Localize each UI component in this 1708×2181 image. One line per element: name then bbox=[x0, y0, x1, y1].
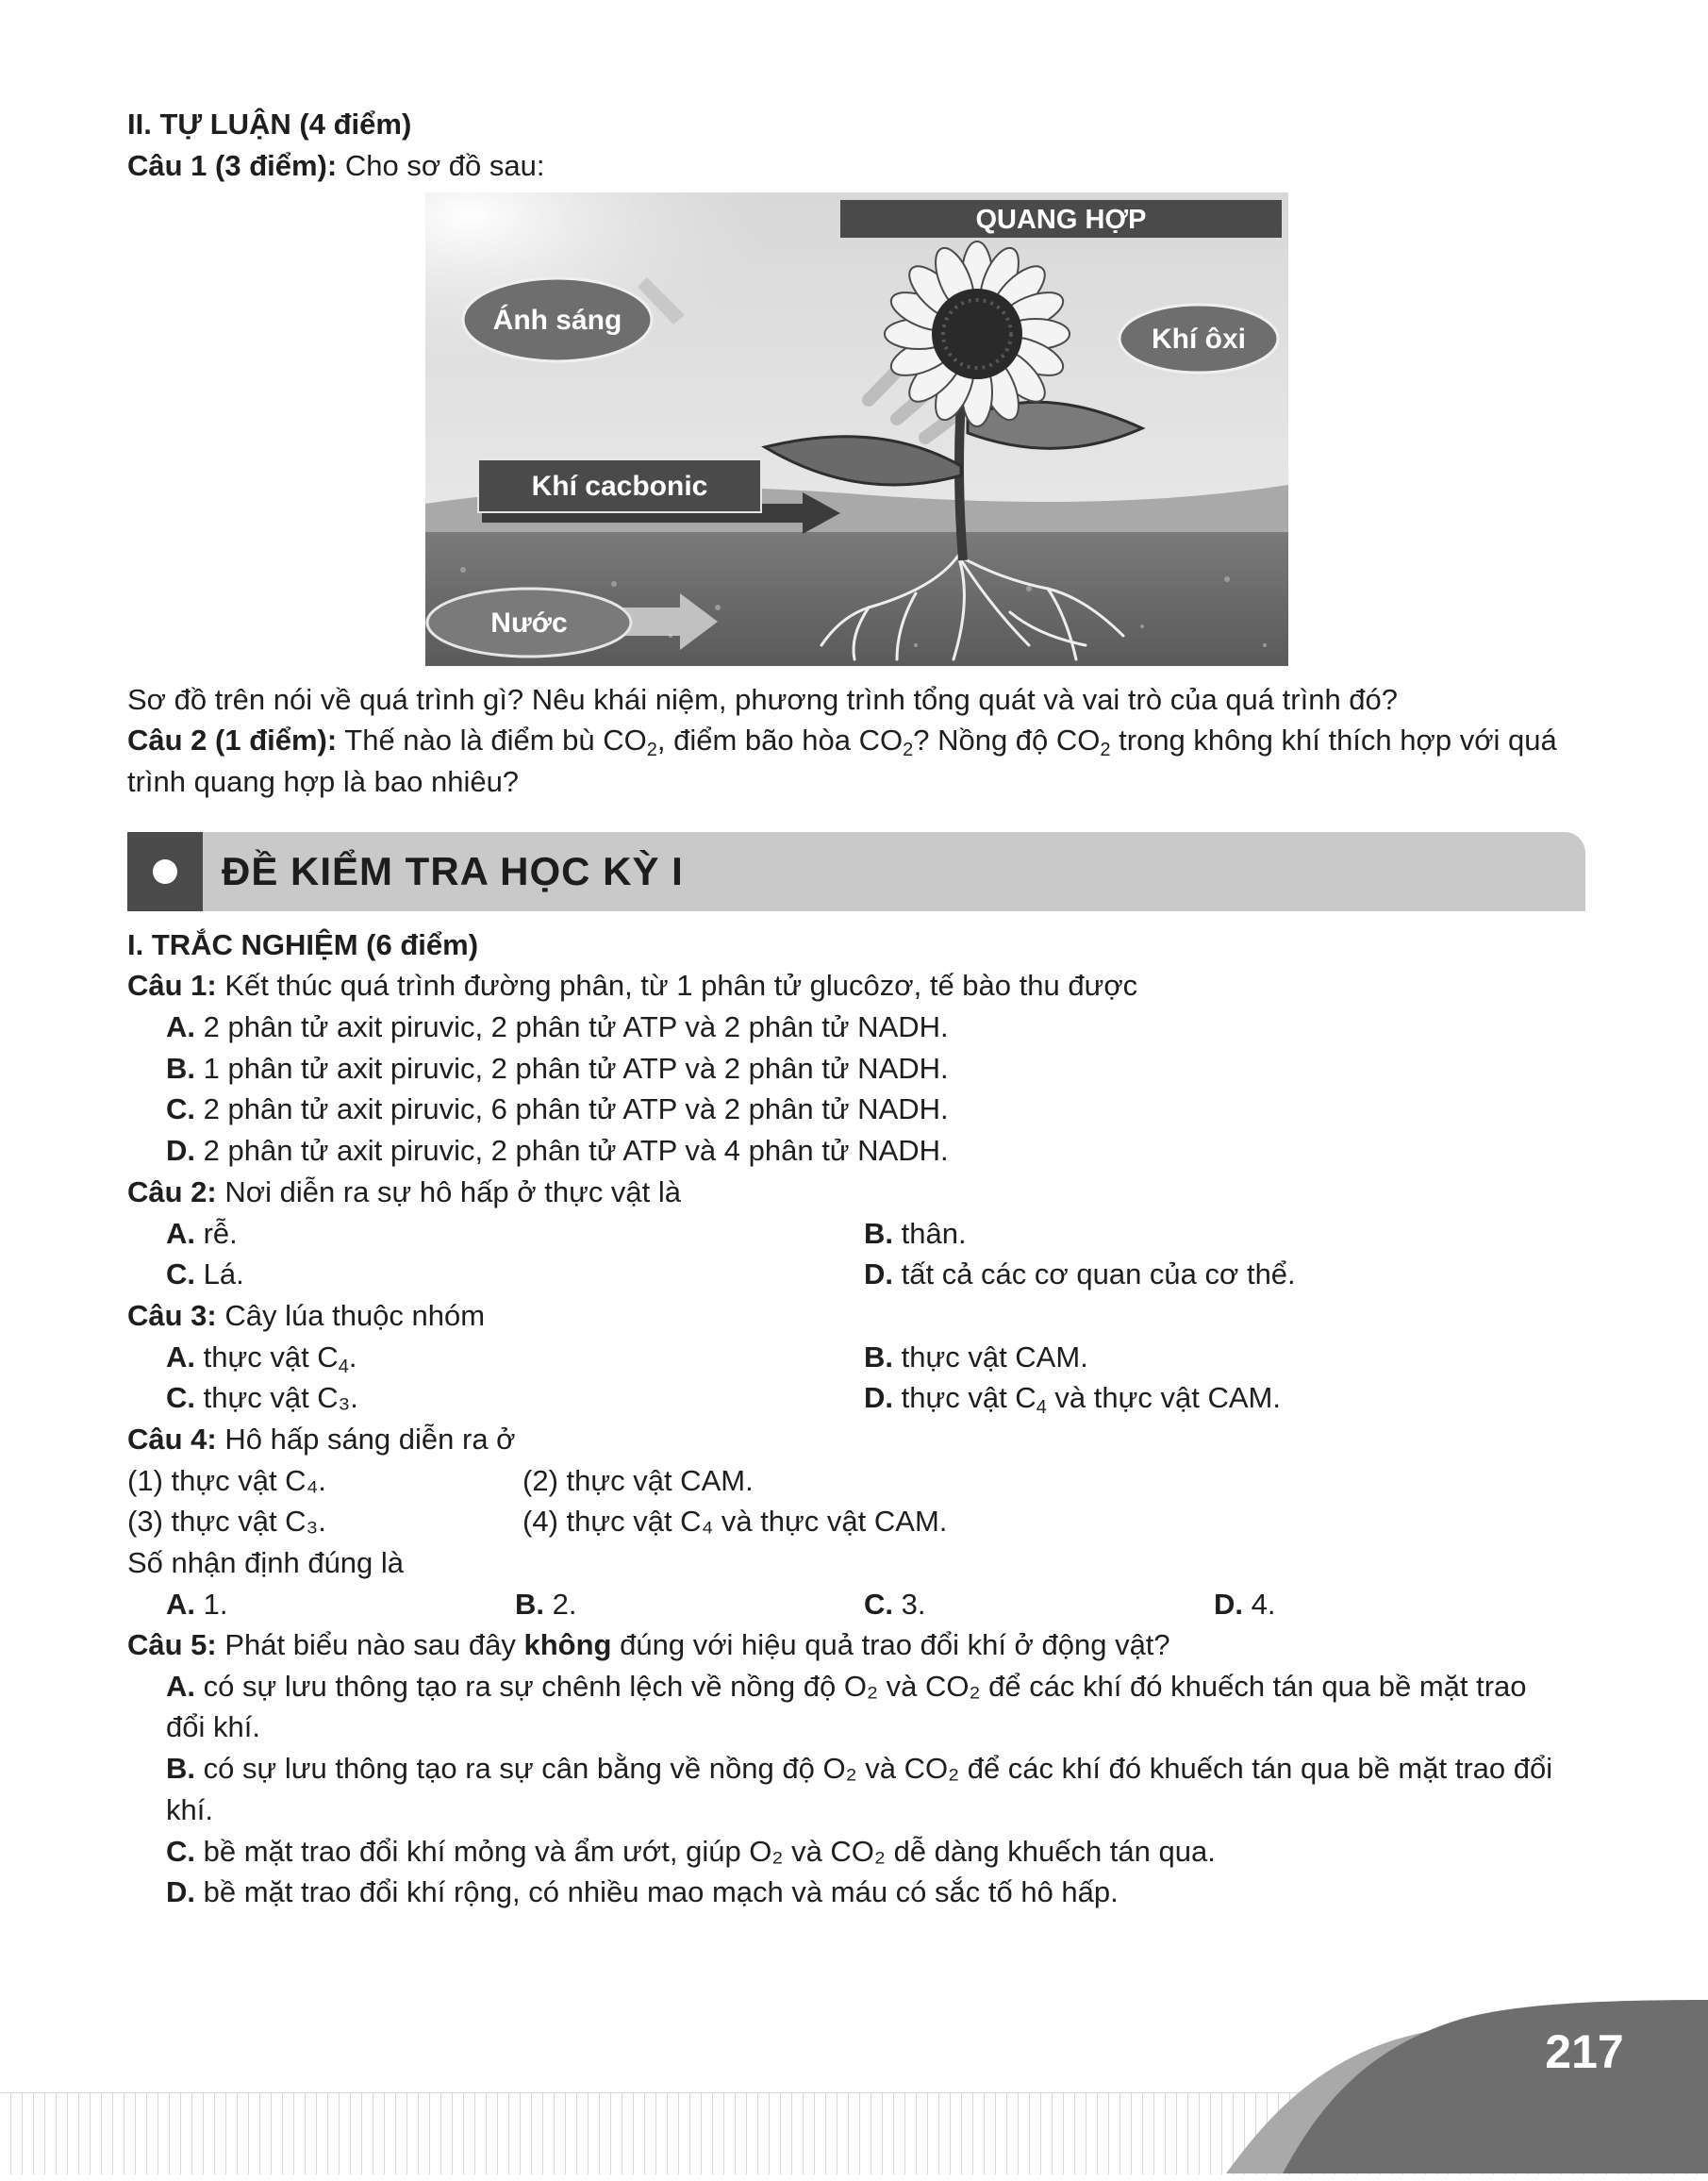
question-text: đúng với hiệu quả trao đổi khí ở động vật? bbox=[611, 1628, 1170, 1661]
q1-option-c bbox=[166, 1090, 949, 1128]
option-text: 1 phân tử axit piruvic, 2 phân tử ATP và 2 phân tử NADH. bbox=[195, 1052, 949, 1085]
option-text: tất cả các cơ quan của cơ thể. bbox=[893, 1257, 1296, 1290]
photosynthesis-diagram bbox=[425, 192, 1288, 666]
option-letter: B. bbox=[864, 1217, 893, 1250]
question-4 bbox=[127, 1421, 516, 1458]
option-letter: C. bbox=[166, 1381, 195, 1414]
q2-option-d bbox=[864, 1256, 1296, 1293]
question-text: Cho sơ đồ sau: bbox=[337, 149, 545, 182]
option-text: và thực vật CAM. bbox=[1046, 1381, 1281, 1414]
option-letter: D. bbox=[864, 1381, 893, 1414]
q4-option-c bbox=[864, 1586, 925, 1623]
q3-option-c bbox=[166, 1379, 358, 1417]
subscript: 4 bbox=[1036, 1397, 1047, 1418]
question-text: Thế nào là điểm bù CO bbox=[337, 724, 647, 757]
q4-option-d bbox=[1214, 1586, 1275, 1623]
diagram-title: QUANG HỢP bbox=[975, 205, 1147, 235]
label-water: Nước bbox=[490, 608, 568, 639]
option-text: thực vật CAM. bbox=[893, 1340, 1088, 1374]
option-text: có sự lưu thông tạo ra sự chênh lệch về nồng độ O₂ và CO₂ để các khí đó khuếch tán qua bề mặt trao bbox=[195, 1670, 1527, 1703]
q1-option-b bbox=[166, 1050, 949, 1088]
option-letter: B. bbox=[166, 1052, 195, 1085]
option-letter: C. bbox=[166, 1257, 195, 1290]
q3-option-d bbox=[864, 1379, 1281, 1417]
option-text: . bbox=[348, 1340, 357, 1374]
q3-option-b bbox=[864, 1339, 1088, 1376]
part2-heading: II. TỰ LUẬN (4 điểm) bbox=[127, 108, 412, 141]
question-text: Cây lúa thuộc nhóm bbox=[216, 1299, 486, 1332]
section-banner bbox=[127, 832, 1585, 911]
question-label: Câu 4: bbox=[127, 1423, 217, 1456]
question-label: Câu 2: bbox=[127, 1175, 217, 1208]
option-letter: B. bbox=[864, 1340, 893, 1374]
question-5 bbox=[127, 1626, 1170, 1664]
label-oxygen: Khí ôxi bbox=[1151, 324, 1247, 355]
option-letter: A. bbox=[166, 1010, 195, 1043]
option-text: thân. bbox=[893, 1217, 967, 1250]
option-text: 1. bbox=[195, 1588, 228, 1621]
part2-question-2-line2: trình quang hợp là bao nhiêu? bbox=[127, 765, 520, 798]
question-text: ? Nồng độ CO bbox=[913, 724, 1101, 757]
q5-option-b bbox=[166, 1750, 1552, 1788]
q4-statement-1: (1) thực vật C₄. bbox=[127, 1464, 326, 1497]
question-label: Câu 2 (1 điểm): bbox=[127, 724, 338, 757]
option-text: thực vật C bbox=[893, 1381, 1036, 1414]
photosynthesis-illustration bbox=[425, 192, 1288, 666]
option-letter: A. bbox=[166, 1588, 195, 1621]
q4-prompt: Số nhận định đúng là bbox=[127, 1546, 405, 1579]
part2-question-2 bbox=[127, 722, 1557, 759]
q2-option-a bbox=[166, 1215, 238, 1253]
option-letter: C. bbox=[864, 1588, 893, 1621]
question-text: Phát biểu nào sau đây bbox=[216, 1628, 524, 1661]
q4-statement-2: (2) thực vật CAM. bbox=[522, 1464, 754, 1497]
subscript: 2 bbox=[903, 740, 914, 760]
option-letter: A. bbox=[166, 1670, 195, 1703]
banner-tab bbox=[127, 832, 203, 911]
subscript: 2 bbox=[1100, 740, 1111, 760]
option-text: bề mặt trao đổi khí rộng, có nhiều mao mạch và máu có sắc tố hô hấp. bbox=[195, 1875, 1119, 1908]
question-label: Câu 3: bbox=[127, 1299, 217, 1332]
label-co2: Khí cacbonic bbox=[531, 471, 708, 502]
bullet-dot-icon bbox=[153, 859, 177, 884]
option-letter: D. bbox=[864, 1257, 893, 1290]
option-letter: B. bbox=[166, 1752, 195, 1785]
q2-option-c bbox=[166, 1256, 244, 1293]
page-number: 217 bbox=[1545, 2025, 1624, 2078]
subscript: 4 bbox=[338, 1357, 349, 1377]
question-label: Câu 1 (3 điểm): bbox=[127, 149, 338, 182]
question-3 bbox=[127, 1297, 485, 1335]
option-text: 2. bbox=[544, 1588, 577, 1621]
subscript: 2 bbox=[646, 740, 657, 760]
question-text: Hô hấp sáng diễn ra ở bbox=[216, 1423, 516, 1456]
q5-option-c bbox=[166, 1833, 1216, 1871]
option-letter: D. bbox=[166, 1875, 195, 1908]
option-letter: A. bbox=[166, 1340, 195, 1374]
option-text: rễ. bbox=[195, 1217, 238, 1250]
q1-option-a bbox=[166, 1008, 949, 1046]
q3-option-a bbox=[166, 1339, 357, 1376]
option-text: thực vật C₃. bbox=[195, 1381, 358, 1414]
q5-option-a bbox=[166, 1668, 1527, 1706]
option-letter: A. bbox=[166, 1217, 195, 1250]
option-text: có sự lưu thông tạo ra sự cân bằng về nồng độ O₂ và CO₂ để các khí đó khuếch tán qua bề mặt trao đổi bbox=[195, 1752, 1553, 1785]
question-1 bbox=[127, 967, 1137, 1005]
option-text: bề mặt trao đổi khí mỏng và ẩm ướt, giúp O₂ và CO₂ dễ dàng khuếch tán qua. bbox=[195, 1835, 1216, 1868]
question-text: , điểm bão hòa CO bbox=[656, 724, 904, 757]
option-letter: C. bbox=[166, 1092, 195, 1125]
question-text: trong không khí thích hợp với quá bbox=[1110, 724, 1557, 757]
option-text: 4. bbox=[1243, 1588, 1276, 1621]
q4-statement-4: (4) thực vật C₄ và thực vật CAM. bbox=[522, 1505, 948, 1538]
part1-heading: I. TRẮC NGHIỆM (6 điểm) bbox=[127, 928, 479, 961]
option-letter: B. bbox=[515, 1588, 544, 1621]
q4-option-b bbox=[515, 1586, 576, 1623]
question-emphasis: không bbox=[523, 1628, 612, 1661]
question-2 bbox=[127, 1174, 681, 1211]
q2-option-b bbox=[864, 1215, 967, 1253]
option-letter: C. bbox=[166, 1835, 195, 1868]
question-text: Nơi diễn ra sự hô hấp ở thực vật là bbox=[216, 1175, 682, 1208]
question-label: Câu 5: bbox=[127, 1628, 217, 1661]
option-letter: D. bbox=[1214, 1588, 1243, 1621]
part2-question-1-text: Sơ đồ trên nói về quá trình gì? Nêu khái niệm, phương trình tổng quát và vai trò của quá trình đó? bbox=[127, 683, 1399, 716]
q5-option-a-cont: đổi khí. bbox=[166, 1710, 260, 1743]
option-text: Lá. bbox=[195, 1257, 244, 1290]
option-text: 2 phân tử axit piruvic, 2 phân tử ATP và 2 phân tử NADH. bbox=[195, 1010, 949, 1043]
question-text: Kết thúc quá trình đường phân, từ 1 phân tử glucôzơ, tế bào thu được bbox=[216, 969, 1138, 1002]
q4-statement-3: (3) thực vật C₃. bbox=[127, 1505, 326, 1538]
label-light: Ánh sáng bbox=[492, 305, 622, 336]
section-title: ĐỀ KIỂM TRA HỌC KỲ I bbox=[222, 849, 684, 893]
part2-question-1 bbox=[127, 147, 544, 185]
option-letter: D. bbox=[166, 1134, 195, 1167]
option-text: thực vật C bbox=[195, 1340, 339, 1374]
q5-option-d bbox=[166, 1873, 1119, 1911]
option-text: 2 phân tử axit piruvic, 6 phân tử ATP và 2 phân tử NADH. bbox=[195, 1092, 949, 1125]
option-text: 3. bbox=[893, 1588, 926, 1621]
q4-option-a bbox=[166, 1586, 227, 1623]
question-label: Câu 1: bbox=[127, 969, 217, 1002]
q1-option-d bbox=[166, 1132, 949, 1170]
option-text: 2 phân tử axit piruvic, 2 phân tử ATP và 4 phân tử NADH. bbox=[195, 1134, 949, 1167]
q5-option-b-cont: khí. bbox=[166, 1793, 213, 1826]
